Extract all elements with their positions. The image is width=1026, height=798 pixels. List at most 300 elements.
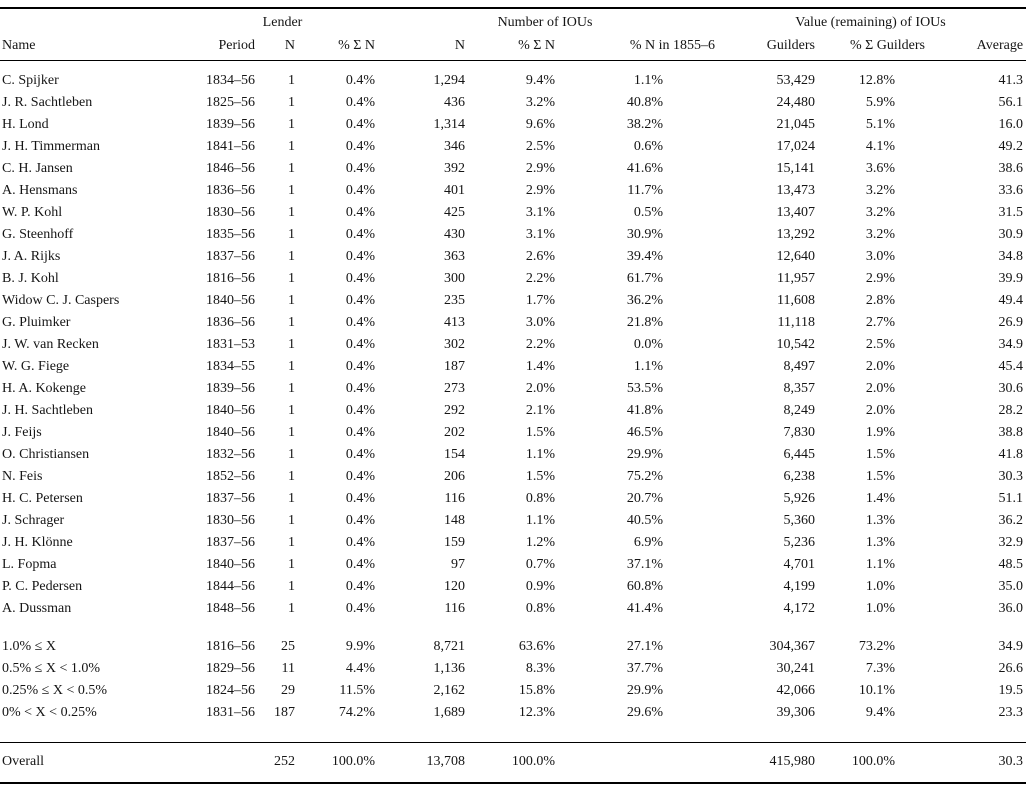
cell-5: 2.1% [525, 403, 555, 418]
cell-5: 2.6% [525, 249, 555, 264]
cell-1: 1841–56 [206, 139, 255, 154]
cell-2: 1 [288, 469, 295, 484]
cell-0: J. R. Sachtleben [2, 95, 93, 110]
cell-6: 36.2% [626, 293, 663, 308]
cell-9: 34.9 [998, 337, 1024, 352]
cell-0: A. Dussman [2, 601, 72, 616]
cell-3: 0.4% [345, 139, 375, 154]
cell-0: B. J. Kohl [2, 271, 59, 286]
cell-6: 38.2% [626, 117, 663, 132]
cell-6: 0.5% [633, 205, 663, 220]
lender-row [0, 532, 1026, 554]
lender-row [0, 92, 1026, 114]
cell-6: 41.4% [626, 601, 663, 616]
cell-0: A. Hensmans [2, 183, 78, 198]
cell-1: 1840–56 [206, 557, 255, 572]
cell-6: 0.6% [633, 139, 663, 154]
cell-6: 29.6% [626, 705, 663, 720]
lenders-iou-table [0, 11, 1026, 782]
cell-3: 9.9% [345, 639, 375, 654]
cell-2: 1 [288, 249, 295, 264]
cell-7: 30,241 [776, 661, 815, 676]
cell-4: 300 [444, 271, 465, 286]
cell-6: 41.6% [626, 161, 663, 176]
cell-4: 187 [444, 359, 465, 374]
cell-1: 1816–56 [206, 639, 255, 654]
cell-2: 1 [288, 73, 295, 88]
cell-9: 23.3 [998, 705, 1024, 720]
cell-8: 3.2% [865, 227, 895, 242]
table-body [0, 61, 1026, 782]
cell-6: 0.0% [633, 337, 663, 352]
cell-9: 33.6 [998, 183, 1024, 198]
cell-2: 1 [288, 183, 295, 198]
cell-8: 7.3% [865, 661, 895, 676]
cell-8: 2.7% [865, 315, 895, 330]
cell-9: 30.3 [998, 469, 1024, 484]
cell-5: 100.0% [465, 742, 555, 782]
cell-7: 24,480 [776, 95, 815, 110]
cell-1: 1830–56 [206, 513, 255, 528]
cell-4: 154 [444, 447, 465, 462]
cell-0: J. A. Rijks [2, 249, 61, 264]
cell-1 [190, 742, 255, 782]
group-summary-row [0, 636, 1026, 658]
cell-9: 19.5 [998, 683, 1024, 698]
cell-7: 5,926 [783, 491, 815, 506]
cell-6: 1.1% [633, 73, 663, 88]
cell-0: J. H. Sachtleben [2, 403, 93, 418]
cell-9: 48.5 [998, 557, 1024, 572]
lender-row [0, 268, 1026, 290]
lender-row [0, 356, 1026, 378]
group-header-lender: Lender [262, 15, 303, 30]
lender-row [0, 158, 1026, 180]
cell-8: 1.5% [865, 469, 895, 484]
lender-row [0, 246, 1026, 268]
cell-9: 30.3 [925, 742, 1026, 782]
cell-6: 29.9% [626, 447, 663, 462]
cell-0: C. Spijker [2, 73, 59, 88]
cell-2: 1 [288, 205, 295, 220]
cell-7: 42,066 [776, 683, 815, 698]
cell-6: 27.1% [626, 639, 663, 654]
cell-0: J. H. Timmerman [2, 139, 101, 154]
cell-0: J. H. Klönne [2, 535, 73, 550]
cell-1: 1840–56 [206, 425, 255, 440]
cell-2: 1 [288, 95, 295, 110]
cell-6: 46.5% [626, 425, 663, 440]
top-double-rule [0, 7, 1026, 9]
cell-8: 3.6% [865, 161, 895, 176]
table-header [0, 11, 1026, 61]
cell-6: 41.8% [626, 403, 663, 418]
group-header-number-of-ious: Number of IOUs [497, 15, 593, 30]
lender-row [0, 180, 1026, 202]
cell-4: 1,689 [433, 705, 465, 720]
cell-9: 56.1 [998, 95, 1024, 110]
cell-6: 11.7% [627, 183, 663, 198]
cell-6: 6.9% [633, 535, 663, 550]
cell-3: 0.4% [345, 183, 375, 198]
group-header-spacer [0, 11, 190, 34]
cell-0: Widow C. J. Caspers [2, 293, 120, 308]
cell-5: 1.4% [525, 359, 555, 374]
cell-5: 63.6% [518, 639, 555, 654]
group-header-value-of-ious: Value (remaining) of IOUs [795, 15, 946, 30]
cell-4: 8,721 [433, 639, 465, 654]
lender-row [0, 488, 1026, 510]
lender-row [0, 61, 1026, 93]
cell-8: 1.1% [865, 557, 895, 572]
cell-9: 36.2 [998, 513, 1024, 528]
cell-9: 26.6 [998, 661, 1024, 676]
column-header-lender-n: N [255, 34, 295, 61]
cell-3: 0.4% [345, 161, 375, 176]
cell-7: 5,236 [783, 535, 815, 550]
cell-7: 11,957 [777, 271, 815, 286]
group-header-row [0, 11, 1026, 34]
cell-1: 1824–56 [206, 683, 255, 698]
cell-4: 120 [444, 579, 465, 594]
cell-7: 8,497 [783, 359, 815, 374]
cell-5: 1.1% [525, 513, 555, 528]
cell-5: 0.8% [525, 491, 555, 506]
cell-5: 0.9% [525, 579, 555, 594]
cell-5: 3.1% [525, 227, 555, 242]
cell-3: 0.4% [345, 535, 375, 550]
cell-8: 3.0% [865, 249, 895, 264]
cell-2: 1 [288, 117, 295, 132]
cell-1: 1840–56 [206, 403, 255, 418]
column-header-period: Period [190, 34, 255, 61]
cell-4: 13,708 [375, 742, 465, 782]
cell-4: 425 [444, 205, 465, 220]
lender-row [0, 224, 1026, 246]
cell-9: 36.0 [998, 601, 1024, 616]
cell-9: 34.9 [998, 639, 1024, 654]
cell-3: 0.4% [345, 491, 375, 506]
cell-6: 40.5% [626, 513, 663, 528]
cell-7: 8,249 [783, 403, 815, 418]
cell-5: 2.9% [525, 183, 555, 198]
cell-8: 1.5% [865, 447, 895, 462]
cell-1: 1831–56 [206, 705, 255, 720]
cell-3: 100.0% [295, 742, 375, 782]
lender-row [0, 510, 1026, 532]
cell-1: 1844–56 [206, 579, 255, 594]
cell-1: 1834–55 [206, 359, 255, 374]
cell-7: 13,407 [776, 205, 815, 220]
cell-2: 1 [288, 491, 295, 506]
bottom-double-rule [0, 782, 1026, 784]
cell-3: 0.4% [345, 271, 375, 286]
cell-2: 25 [281, 639, 295, 654]
cell-0: H. A. Kokenge [2, 381, 86, 396]
cell-4: 159 [444, 535, 465, 550]
cell-7: 7,830 [783, 425, 815, 440]
cell-7: 4,172 [783, 601, 815, 616]
cell-0: W. G. Fiege [2, 359, 70, 374]
cell-5: 15.8% [518, 683, 555, 698]
cell-2: 11 [281, 661, 295, 676]
cell-5: 3.0% [525, 315, 555, 330]
column-header-pct-n-1855-6: % N in 1855–6 [555, 34, 715, 61]
cell-7: 11,118 [777, 315, 815, 330]
cell-3: 0.4% [345, 579, 375, 594]
cell-1: 1839–56 [206, 381, 255, 396]
cell-8: 73.2% [858, 639, 895, 654]
cell-0: H. C. Petersen [2, 491, 83, 506]
cell-2: 1 [288, 315, 295, 330]
cell-4: 363 [444, 249, 465, 264]
cell-4: 116 [444, 601, 465, 616]
cell-9: 30.9 [998, 227, 1024, 242]
cell-5: 2.2% [525, 271, 555, 286]
cell-0: J. W. van Recken [2, 337, 99, 352]
cell-5: 1.7% [525, 293, 555, 308]
cell-9: 32.9 [998, 535, 1024, 550]
cell-2: 1 [288, 359, 295, 374]
group-summary-row [0, 702, 1026, 724]
cell-7: 415,980 [715, 742, 815, 782]
cell-2: 1 [288, 403, 295, 418]
cell-2: 1 [288, 161, 295, 176]
cell-1: 1829–56 [206, 661, 255, 676]
cell-7: 39,306 [776, 705, 815, 720]
cell-4: 97 [451, 557, 465, 572]
cell-0: N. Feis [2, 469, 43, 484]
cell-2: 1 [288, 601, 295, 616]
cell-8: 5.9% [865, 95, 895, 110]
cell-9: 41.3 [998, 73, 1024, 88]
spacer-cell [0, 724, 1026, 742]
cell-5: 2.5% [525, 139, 555, 154]
cell-3: 74.2% [338, 705, 375, 720]
cell-0: W. P. Kohl [2, 205, 63, 220]
cell-7: 11,608 [777, 293, 815, 308]
lender-row [0, 290, 1026, 312]
column-header-pct-sigma-guilders: % Σ Guilders [815, 34, 925, 61]
cell-1: 1830–56 [206, 205, 255, 220]
cell-0: 0.5% ≤ X < 1.0% [2, 661, 101, 676]
cell-2: 1 [288, 271, 295, 286]
cell-0: G. Pluimker [2, 315, 71, 330]
cell-0: L. Fopma [2, 557, 57, 572]
cell-8: 2.0% [865, 403, 895, 418]
cell-0: 0% < X < 0.25% [2, 705, 97, 720]
cell-8: 12.8% [858, 73, 895, 88]
cell-8: 2.5% [865, 337, 895, 352]
cell-8: 10.1% [858, 683, 895, 698]
cell-3: 0.4% [345, 513, 375, 528]
cell-2: 1 [288, 557, 295, 572]
cell-4: 302 [444, 337, 465, 352]
cell-5: 1.2% [525, 535, 555, 550]
cell-2: 1 [288, 447, 295, 462]
cell-4: 292 [444, 403, 465, 418]
cell-5: 9.4% [525, 73, 555, 88]
cell-5: 1.5% [525, 425, 555, 440]
lender-row [0, 312, 1026, 334]
cell-8: 1.4% [865, 491, 895, 506]
cell-7: 6,445 [783, 447, 815, 462]
cell-2: 1 [288, 227, 295, 242]
cell-6 [555, 742, 715, 782]
cell-4: 1,136 [433, 661, 465, 676]
cell-9: 28.2 [998, 403, 1024, 418]
column-header-lender-pct-sigma-n: % Σ N [295, 34, 375, 61]
cell-3: 11.5% [339, 683, 375, 698]
cell-9: 49.4 [998, 293, 1024, 308]
cell-7: 13,292 [776, 227, 815, 242]
cell-7: 15,141 [776, 161, 815, 176]
cell-5: 12.3% [518, 705, 555, 720]
cell-7: 4,199 [783, 579, 815, 594]
cell-9: 30.6 [998, 381, 1024, 396]
cell-5: 3.1% [525, 205, 555, 220]
cell-2: 1 [288, 381, 295, 396]
cell-7: 6,238 [783, 469, 815, 484]
cell-7: 53,429 [776, 73, 815, 88]
cell-9: 26.9 [998, 315, 1024, 330]
cell-9: 45.4 [998, 359, 1024, 374]
lender-row [0, 400, 1026, 422]
cell-0: 1.0% ≤ X [2, 639, 56, 654]
cell-0: P. C. Pedersen [2, 579, 83, 594]
cell-5: 3.2% [525, 95, 555, 110]
cell-3: 0.4% [345, 359, 375, 374]
cell-4: 401 [444, 183, 465, 198]
cell-8: 4.1% [865, 139, 895, 154]
cell-0: G. Steenhoff [2, 227, 74, 242]
cell-5: 0.8% [525, 601, 555, 616]
spacer-cell [0, 620, 1026, 636]
cell-1: 1837–56 [206, 535, 255, 550]
cell-7: 17,024 [776, 139, 815, 154]
cell-9: 16.0 [998, 117, 1024, 132]
cell-5: 0.7% [525, 557, 555, 572]
lender-row [0, 202, 1026, 224]
cell-2: 252 [255, 742, 295, 782]
cell-2: 1 [288, 579, 295, 594]
cell-0: C. H. Jansen [2, 161, 73, 176]
cell-7: 12,640 [776, 249, 815, 264]
cell-8: 2.8% [865, 293, 895, 308]
cell-3: 0.4% [345, 403, 375, 418]
cell-3: 0.4% [345, 73, 375, 88]
cell-9: 38.6 [998, 161, 1024, 176]
cell-4: 202 [444, 425, 465, 440]
lender-row [0, 378, 1026, 400]
column-header-guilders: Guilders [715, 34, 815, 61]
cell-6: 1.1% [633, 359, 663, 374]
cell-5: 2.2% [525, 337, 555, 352]
cell-2: 1 [288, 293, 295, 308]
cell-1: 1825–56 [206, 95, 255, 110]
cell-4: 273 [444, 381, 465, 396]
cell-2: 1 [288, 535, 295, 550]
cell-0: H. Lond [2, 117, 49, 132]
cell-6: 37.1% [626, 557, 663, 572]
cell-3: 0.4% [345, 447, 375, 462]
cell-4: 346 [444, 139, 465, 154]
cell-3: 0.4% [345, 293, 375, 308]
cell-3: 0.4% [345, 315, 375, 330]
cell-2: 1 [288, 139, 295, 154]
cell-8: 1.3% [865, 513, 895, 528]
cell-8: 1.0% [865, 601, 895, 616]
cell-6: 75.2% [626, 469, 663, 484]
cell-1: 1852–56 [206, 469, 255, 484]
cell-4: 436 [444, 95, 465, 110]
cell-4: 116 [444, 491, 465, 506]
cell-4: 1,314 [433, 117, 465, 132]
cell-0: O. Christiansen [2, 447, 90, 462]
cell-5: 1.5% [525, 469, 555, 484]
cell-8: 2.0% [865, 381, 895, 396]
cell-0: J. Feijs [2, 425, 42, 440]
cell-5: 2.9% [525, 161, 555, 176]
cell-6: 40.8% [626, 95, 663, 110]
column-header-average: Average [925, 34, 1026, 61]
column-header-name: Name [0, 34, 190, 61]
cell-3: 4.4% [345, 661, 375, 676]
cell-8: 3.2% [865, 183, 895, 198]
cell-6: 30.9% [626, 227, 663, 242]
lender-row [0, 136, 1026, 158]
cell-2: 1 [288, 337, 295, 352]
cell-3: 0.4% [345, 557, 375, 572]
cell-1: 1816–56 [206, 271, 255, 286]
cell-7: 21,045 [776, 117, 815, 132]
cell-0: J. Schrager [2, 513, 65, 528]
cell-1: 1837–56 [206, 249, 255, 264]
cell-7: 5,360 [783, 513, 815, 528]
cell-8: 1.0% [865, 579, 895, 594]
cell-7: 4,701 [783, 557, 815, 572]
cell-8: 9.4% [865, 705, 895, 720]
lender-row [0, 598, 1026, 620]
cell-3: 0.4% [345, 117, 375, 132]
cell-4: 235 [444, 293, 465, 308]
cell-9: 49.2 [998, 139, 1024, 154]
cell-7: 304,367 [769, 639, 815, 654]
cell-7: 10,542 [776, 337, 815, 352]
cell-1: 1848–56 [206, 601, 255, 616]
cell-3: 0.4% [345, 469, 375, 484]
cell-1: 1834–56 [206, 73, 255, 88]
cell-1: 1835–56 [206, 227, 255, 242]
cell-6: 39.4% [626, 249, 663, 264]
cell-0: Overall [0, 742, 190, 782]
cell-6: 21.8% [626, 315, 663, 330]
cell-6: 29.9% [626, 683, 663, 698]
spacer-row [0, 724, 1026, 742]
cell-1: 1839–56 [206, 117, 255, 132]
cell-3: 0.4% [345, 249, 375, 264]
cell-4: 1,294 [433, 73, 465, 88]
cell-1: 1831–53 [206, 337, 255, 352]
cell-8: 2.0% [865, 359, 895, 374]
cell-4: 430 [444, 227, 465, 242]
cell-1: 1832–56 [206, 447, 255, 462]
cell-2: 1 [288, 425, 295, 440]
cell-1: 1836–56 [206, 315, 255, 330]
cell-1: 1846–56 [206, 161, 255, 176]
cell-1: 1837–56 [206, 491, 255, 506]
cell-9: 39.9 [998, 271, 1024, 286]
